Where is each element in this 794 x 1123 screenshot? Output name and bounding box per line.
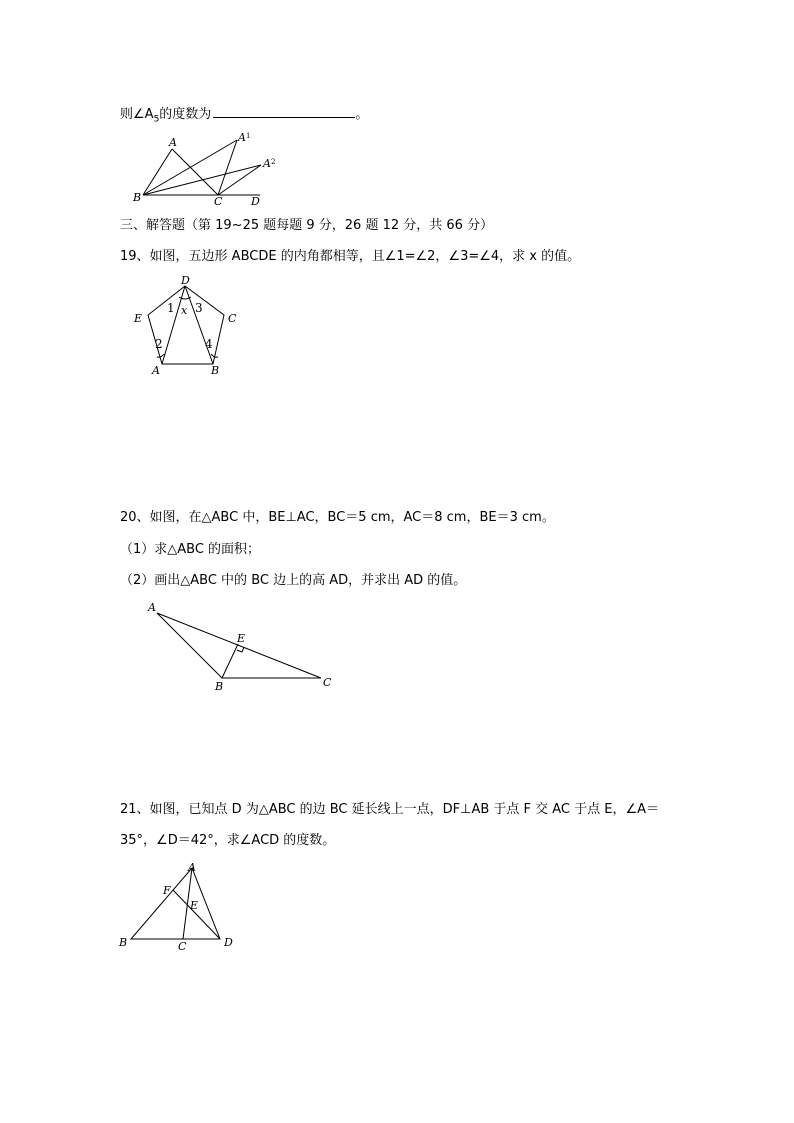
segment-ac <box>172 149 218 195</box>
label-a: A <box>152 364 160 377</box>
label-d: D <box>224 936 233 949</box>
segment-a1c <box>218 140 237 195</box>
label-b: B <box>133 191 142 204</box>
segment-a2c <box>218 165 261 195</box>
label-b: B <box>119 936 128 949</box>
label-f: F <box>163 884 171 897</box>
label-e: E <box>134 312 143 325</box>
q19-text: 19、如图，五边形 ABCDE 的内角都相等，且∠1=∠2，∠3=∠4，求 x 的值。 <box>120 249 581 264</box>
label-a: A <box>148 601 156 614</box>
label-angle-4: 4 <box>205 337 213 351</box>
figure-triangle-abc-q20 <box>140 598 350 698</box>
a5-end: 。 <box>355 107 369 122</box>
section-title: 三、解答题（第 19~25 题每题 9 分，26 题 12 分，共 66 分） <box>120 218 494 233</box>
triangle-abc <box>131 868 220 939</box>
segment-ba1 <box>143 140 237 195</box>
q20-part1: （1）求△ABC 的面积； <box>120 542 261 557</box>
label-c: C <box>323 676 332 689</box>
label-c: C <box>178 940 187 953</box>
altitude-be <box>222 644 238 678</box>
q21-text-line2: 35°，∠D＝42°，求∠ACD 的度数。 <box>120 833 336 848</box>
figure-a1-a2 <box>128 130 288 210</box>
label-a1: $A^1$ <box>238 131 251 144</box>
label-d: D <box>251 195 260 208</box>
label-angle-1: 1 <box>167 301 175 315</box>
label-a: A <box>169 136 177 149</box>
label-angle-x: x <box>181 304 188 317</box>
label-b: B <box>215 680 224 693</box>
label-a: A <box>188 861 196 874</box>
label-angle-2: 2 <box>155 337 163 351</box>
pentagon-abcde <box>148 286 224 364</box>
q20-part2: （2）画出△ABC 中的 BC 边上的高 AD，并求出 AD 的值。 <box>120 573 467 588</box>
q21-text-line1: 21、如图，已知点 D 为△ABC 的边 BC 延长线上一点，DF⊥AB 于点 F 交 AC 于点 E，∠A＝ <box>120 802 660 817</box>
label-d: D <box>181 274 190 287</box>
label-e: E <box>237 632 246 645</box>
label-c: C <box>228 312 237 325</box>
q20-text: 20、如图，在△ABC 中，BE⊥AC，BC＝5 cm，AC＝8 cm，BE＝3 cm。 <box>120 510 555 525</box>
angle-2-arc <box>157 354 164 357</box>
triangle-abc <box>157 613 321 678</box>
label-e: E <box>190 899 199 912</box>
right-angle-mark <box>237 647 244 652</box>
label-angle-3: 3 <box>195 301 203 315</box>
a5-prefix: 则∠A <box>120 107 154 122</box>
figure-triangle-abc-q21 <box>115 858 245 958</box>
a5-subscript: 5 <box>153 114 160 125</box>
segment-df <box>173 890 220 939</box>
a5-suffix: 的度数为 <box>159 107 212 122</box>
segment-ba2 <box>143 165 261 195</box>
segment-ba <box>143 149 172 195</box>
diagonal-da <box>162 286 185 364</box>
answer-blank[interactable] <box>213 104 355 118</box>
label-b: B <box>211 364 220 377</box>
label-a2: $A^2$ <box>263 157 276 170</box>
label-c: C <box>214 195 223 208</box>
figure-pentagon <box>130 270 250 380</box>
question-a5-line <box>120 104 368 129</box>
